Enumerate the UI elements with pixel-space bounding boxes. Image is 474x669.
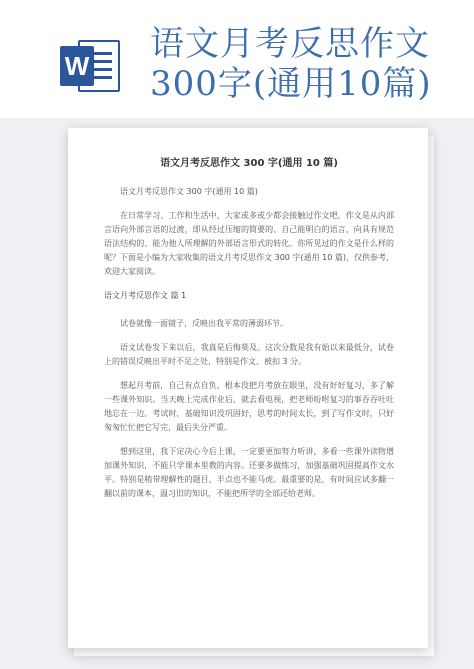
document-title: 语文月考反思作文 300 字(通用 10 篇) — [160, 158, 338, 169]
body-paragraph: 试卷就像一面镜子，反映出我平常的薄弱环节。 — [120, 319, 288, 328]
header-banner — [0, 0, 474, 118]
intro-paragraph: 语文月考反思作文 300 字(通用 10 篇) — [120, 187, 258, 196]
word-logo-letter: W — [60, 46, 94, 86]
body-paragraph: 语文试卷发下来以后，我真是后悔莫及。这次分数是我有始以来最低分，试卷上的错误反映出平时不足之处，特别是作文、被扣 3 分。 — [104, 343, 394, 366]
document-page — [68, 128, 428, 648]
page-title: 语文月考反思作文300字(通用10篇) — [150, 24, 432, 104]
document-content — [104, 154, 394, 511]
body-paragraph: 想起月考前，自己有点自负，根本没把月考放在眼里，没有好好复习，多了解一些课外知识。当天晚上完成作业后，就去看电视，把老师吩咐复习的事吞吞吐吐地忘在一边。考试时，基础知识没巩固好，思考的时间太长，到了写作文时，只好匆匆忙忙把它写完，最后失分严重。 — [104, 381, 394, 432]
intro-paragraph: 在日常学习、工作和生活中，大家或多或少都会接触过作文吧，作文是从内部言语向外部言语的过渡，即从经过压缩的简要的、自己能明白的语言，向具有规范语法结构的、能为他人所理解的外部语言形式的转化。你所见过的作文是什么样的呢？下面是小编为大家收集的语文月考反思作文 300 字(通用 10 篇)，仅供参考，欢迎大家阅读。 — [104, 211, 394, 276]
word-document-icon — [60, 40, 120, 92]
section-heading: 语文月考反思作文 篇 1 — [104, 291, 187, 300]
body-paragraph: 想到这里，我下定决心今后上课，一定要更加努力听讲，多看一些课外读物增加课外知识，不能只学课本里教的内容。还要多做练习，加强基础巩固提高作文水平。特别是稍带理解性的题目，半点也不能马虎。最重要的是，有时间应试多翻一翻以前的课本，温习旧的知识，不能把所学的全部还给老师。 — [104, 447, 394, 498]
